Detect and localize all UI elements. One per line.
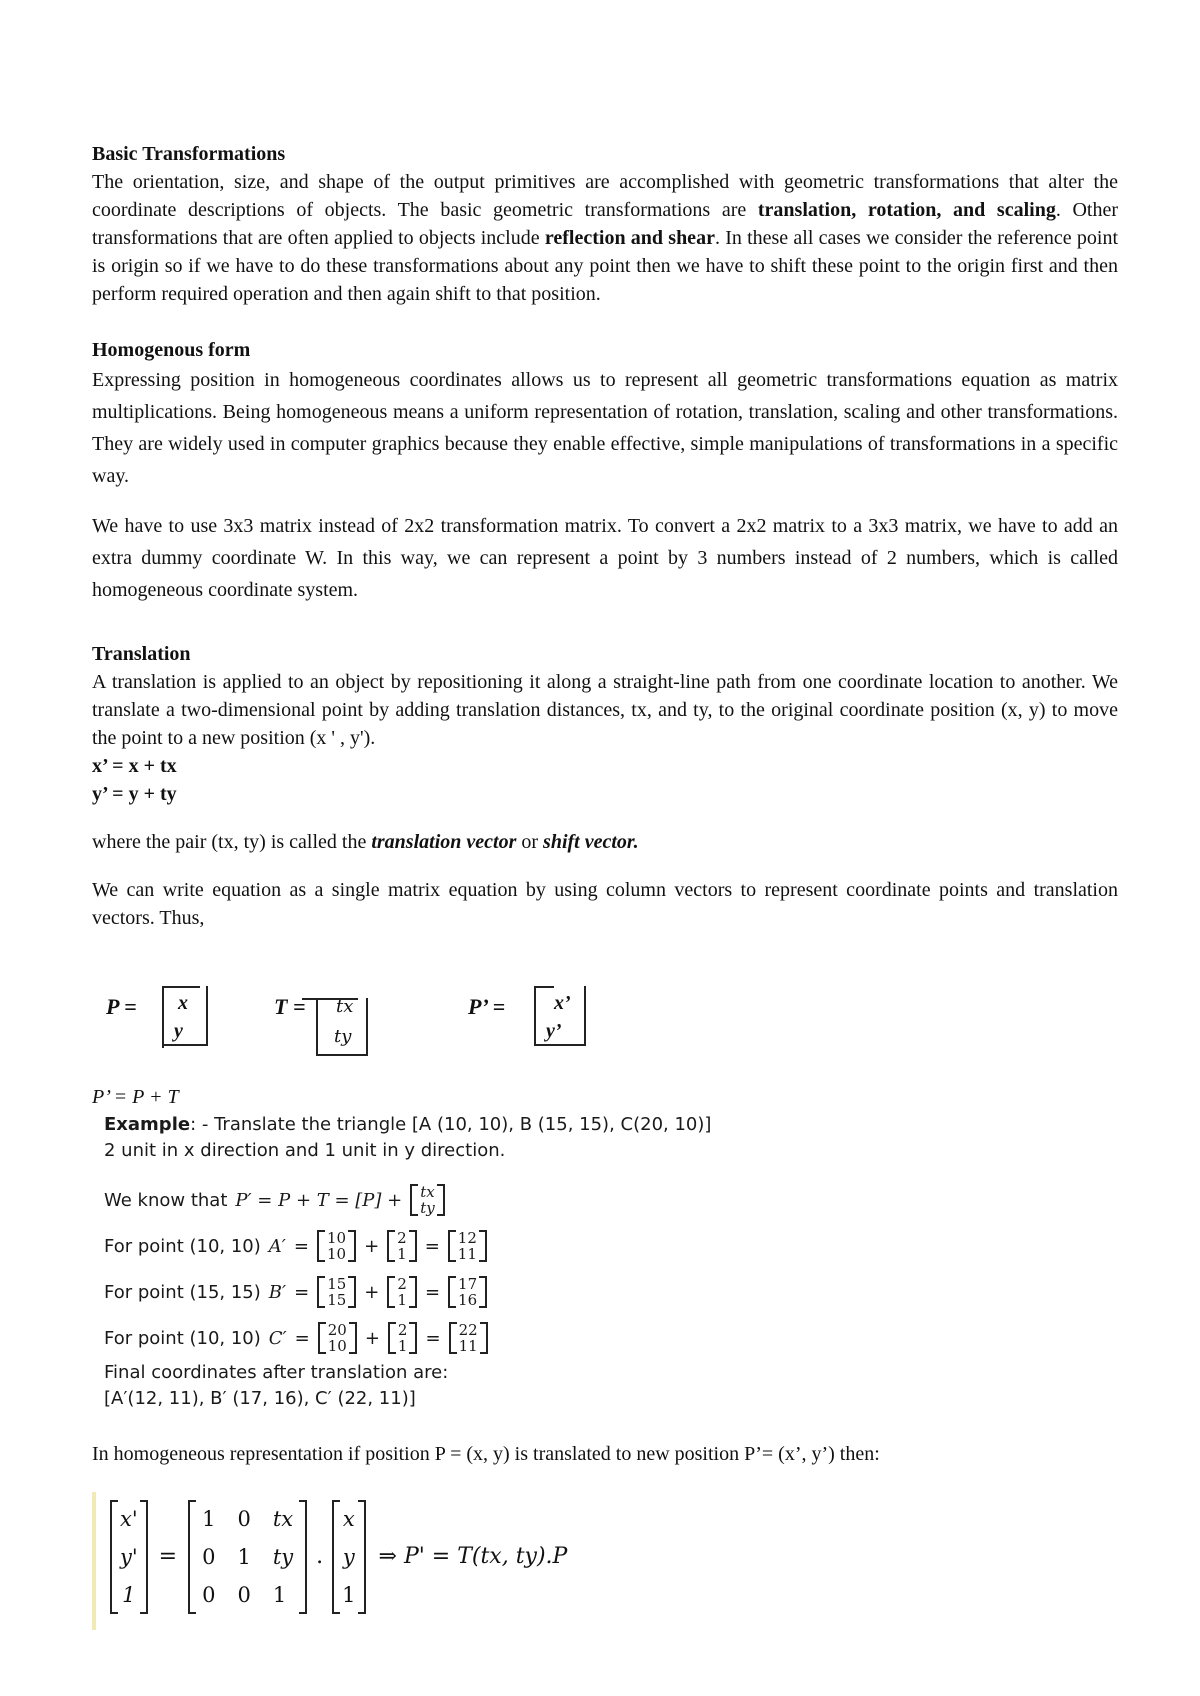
vec-pp-label: P’ = xyxy=(468,994,506,1019)
rhs-x: x xyxy=(342,1507,355,1531)
homog-result: ⇒ P' = T(tx, ty).P xyxy=(378,1544,568,1569)
vector-col xyxy=(325,1276,348,1308)
result-vector xyxy=(449,1322,488,1354)
heading-basic-transformations: Basic Transformations xyxy=(92,143,286,165)
bracket-right xyxy=(358,1500,366,1614)
matrix-row-3 xyxy=(202,1576,293,1614)
vector-col xyxy=(457,1322,480,1354)
vec-p-bottom xyxy=(162,1044,206,1046)
vector-top: 22 xyxy=(458,1321,478,1339)
bracket-right xyxy=(479,1276,487,1308)
translation-vector xyxy=(388,1322,418,1354)
equals-sign: = xyxy=(293,1235,309,1257)
term-shift-vector: shift vector. xyxy=(543,831,639,853)
m20: 0 xyxy=(202,1583,216,1607)
vec-t-ty: ty xyxy=(334,1026,352,1047)
bold-span: reflection and shear xyxy=(544,227,715,249)
heading-homogenous-form: Homogenous form xyxy=(92,339,251,361)
example-label: Example xyxy=(104,1114,191,1135)
bracket-left xyxy=(317,1230,325,1262)
vec-t-bottom xyxy=(316,1054,366,1056)
matrix-body xyxy=(196,1500,299,1614)
point-vector xyxy=(318,1322,357,1354)
vec-p-label: P = xyxy=(106,994,137,1019)
paragraph-homogeneous-representation: In homogeneous representation if position P = (x, y) is translated to new position P’= (x’, y’) then: xyxy=(92,1443,880,1465)
vector-col xyxy=(456,1230,479,1262)
vec-t-label: T = xyxy=(274,994,306,1019)
equation-sum: P’ = P + T xyxy=(92,1086,179,1108)
bold-span: translation, rotation, and scaling xyxy=(757,199,1056,221)
vector-col xyxy=(396,1322,410,1354)
bracket-right xyxy=(437,1184,445,1216)
dot-operator: . xyxy=(316,1544,324,1569)
vector-bottom: 1 xyxy=(397,1291,407,1309)
vector-top: 2 xyxy=(397,1229,407,1247)
m12: ty xyxy=(272,1545,294,1569)
vector-top: 15 xyxy=(327,1275,347,1293)
vec-pp-right-bracket xyxy=(584,986,586,1046)
vector-bottom: 10 xyxy=(326,1245,347,1263)
row-label: For point (10, 10) xyxy=(104,1327,261,1349)
rhs-1: 1 xyxy=(342,1583,356,1607)
bracket-left xyxy=(332,1500,340,1614)
final-line-1: Final coordinates after translation are: xyxy=(104,1362,449,1383)
bracket-left xyxy=(110,1500,118,1614)
vec-p-x: x xyxy=(178,992,188,1014)
know-equation: P′ = P + T = [P] + xyxy=(235,1189,403,1211)
vec-pp-bottom xyxy=(534,1044,584,1046)
bracket-left xyxy=(410,1184,418,1216)
bracket-right xyxy=(140,1500,148,1614)
row-label: For point (15, 15) xyxy=(104,1281,261,1303)
example-line-2: 2 unit in x direction and 1 unit in y direction. xyxy=(104,1140,506,1161)
final-line-2: [A′(12, 11), B′ (17, 16), C′ (22, 11)] xyxy=(104,1388,416,1409)
plus-sign: + xyxy=(364,1281,380,1303)
example-row xyxy=(104,1322,924,1354)
vector-top: 20 xyxy=(327,1321,347,1339)
paragraph-translation-matrix: We can write equation as a single matrix equation by using column vectors to represent coordinate points and translation vectors. Thus, xyxy=(92,879,1118,929)
vec-pp-x: x’ xyxy=(554,992,571,1014)
text-span: or xyxy=(516,831,544,853)
point-vector xyxy=(317,1276,356,1308)
example-row xyxy=(104,1230,924,1262)
equals-sign: = xyxy=(294,1327,310,1349)
vector-bottom: 16 xyxy=(458,1291,478,1309)
bracket-right xyxy=(479,1230,487,1262)
m00: 1 xyxy=(202,1507,216,1531)
section-homogenous xyxy=(92,336,1118,606)
equals-sign: = xyxy=(294,1281,310,1303)
bracket-left xyxy=(388,1322,396,1354)
vec-pp-top xyxy=(534,986,554,988)
know-text: We know that xyxy=(104,1189,228,1211)
row-label: For point (10, 10) xyxy=(104,1235,261,1257)
text-span: The orientation, size, and shape of the output primitives are accomplished with geometric transformations that alter the coordinate descriptions of objects. The basic geometric transformations are xyxy=(92,171,1118,221)
vector-top: 10 xyxy=(326,1229,347,1247)
bracket-right xyxy=(348,1276,356,1308)
bracket-right xyxy=(409,1230,417,1262)
example-block xyxy=(104,1112,924,1412)
vec-t-left-bracket xyxy=(316,998,318,1054)
section-basic xyxy=(92,140,1118,308)
vec-t-right-bracket xyxy=(366,998,368,1056)
bracket-left xyxy=(387,1230,395,1262)
know-ty: ty xyxy=(420,1199,435,1217)
equals-sign: = xyxy=(158,1544,178,1569)
rhs-col xyxy=(340,1500,357,1614)
vec-p-y: y xyxy=(174,1020,183,1042)
vector-bottom: 11 xyxy=(457,1245,477,1263)
vector-bottom: 11 xyxy=(458,1337,478,1355)
vector-col xyxy=(326,1322,349,1354)
result-vector xyxy=(448,1230,487,1262)
bracket-left xyxy=(448,1230,456,1262)
vector-col xyxy=(395,1276,409,1308)
heading-translation: Translation xyxy=(92,643,191,665)
know-vector-col xyxy=(418,1184,437,1216)
m02: tx xyxy=(272,1507,294,1531)
homogeneous-equation xyxy=(92,1492,576,1630)
equals-sign: = xyxy=(424,1281,441,1303)
bracket-right xyxy=(409,1322,417,1354)
vec-pp-y: y’ xyxy=(546,1020,562,1042)
vector-bottom: 10 xyxy=(327,1337,347,1355)
vector-bottom: 15 xyxy=(327,1291,347,1309)
m11: 1 xyxy=(237,1545,251,1569)
example-rows xyxy=(104,1230,924,1354)
lhs-x: x' xyxy=(120,1507,138,1531)
bracket-right xyxy=(409,1276,417,1308)
equals-sign: = xyxy=(424,1235,440,1257)
equals-sign: = xyxy=(425,1327,441,1349)
vec-p-right-bracket xyxy=(206,986,208,1046)
m01: 0 xyxy=(237,1507,251,1531)
equation-y: y’ = y + ty xyxy=(92,783,177,805)
lhs-y: y' xyxy=(120,1545,138,1569)
m22: 1 xyxy=(272,1583,287,1607)
term-translation-vector: translation vector xyxy=(371,831,517,853)
lhs-1: 1 xyxy=(122,1583,136,1607)
text-span: . Other transformations that are often applied to objects include xyxy=(92,199,1119,249)
vector-top: 2 xyxy=(397,1275,407,1293)
row-point-name: A′ xyxy=(268,1235,286,1257)
rhs-y: y xyxy=(342,1545,355,1569)
know-vector xyxy=(410,1184,445,1216)
equation-x: x’ = x + tx xyxy=(92,755,177,777)
paragraph-translation-vector xyxy=(92,828,1118,856)
m21: 0 xyxy=(237,1583,251,1607)
vector-top: 2 xyxy=(397,1321,408,1339)
m10: 0 xyxy=(202,1545,216,1569)
vector-bottom: 1 xyxy=(397,1245,407,1263)
bracket-right xyxy=(349,1322,357,1354)
text-span: . In these all cases we consider the reference point is origin so if we have to do these transformations about any point then we have to shift these point to the origin first and then perform required operation and then again shift to that position. xyxy=(92,227,1119,305)
matrix-row-1 xyxy=(202,1500,293,1538)
row-point-name: B′ xyxy=(268,1281,287,1303)
vector-bottom: 1 xyxy=(397,1337,408,1355)
paragraph-homogenous-2: We have to use 3x3 matrix instead of 2x2 transformation matrix. To convert a 2x2 matrix to a 3x3 matrix, we have to add an extra dummy coordinate W. In this way, we can represent a point by 3 numbers instead of 2 numbers, which is called homogeneous coordinate system. xyxy=(92,515,1118,601)
bracket-left xyxy=(188,1500,196,1614)
translation-vector xyxy=(387,1276,417,1308)
bracket-right xyxy=(480,1322,488,1354)
bracket-right xyxy=(299,1500,307,1614)
vec-p-bracket-line xyxy=(162,986,166,1046)
homog-matrix-row xyxy=(110,1500,567,1614)
result-vector xyxy=(448,1276,487,1308)
paragraph-homogenous-1: Expressing position in homogeneous coordinates allows us to represent all geometric transformations equation as matrix multiplications. Being homogeneous means a uniform representation of rotation, translation, scaling and other transformations. They are widely used in computer graphics because they enable effective, simple manipulations of transformations in a specific way. xyxy=(92,369,1118,487)
vector-top: 12 xyxy=(457,1229,477,1247)
paragraph-translation-1: A translation is applied to an object by repositioning it along a straight-line path from one coordinate location to another. We translate a two-dimensional point by adding translation distances, tx, and ty, to the original coordinate position (x, y) to move the point to a new position (x ' , y'). xyxy=(92,671,1118,749)
bracket-left xyxy=(448,1276,456,1308)
plus-sign: + xyxy=(364,1327,380,1349)
text-span: where the pair (tx, ty) is called the xyxy=(92,831,372,853)
bracket-left xyxy=(318,1322,326,1354)
example-row xyxy=(104,1276,924,1308)
point-vector xyxy=(317,1230,356,1262)
lhs-vector xyxy=(110,1500,148,1614)
section-translation xyxy=(92,640,1118,932)
bracket-left xyxy=(387,1276,395,1308)
lhs-col xyxy=(118,1500,140,1614)
example-text: : - Translate the triangle [A (10, 10), B (15, 15), C(20, 10)] xyxy=(190,1114,712,1135)
vector-col xyxy=(395,1230,409,1262)
vector-col xyxy=(325,1230,348,1262)
translation-vector xyxy=(387,1230,417,1262)
rhs-vector xyxy=(332,1500,365,1614)
paragraph-basic xyxy=(92,168,1118,308)
vector-top: 17 xyxy=(458,1275,478,1293)
translation-matrix xyxy=(188,1500,307,1614)
plus-sign: + xyxy=(364,1235,380,1257)
bracket-left xyxy=(317,1276,325,1308)
vector-col xyxy=(456,1276,479,1308)
know-tx: tx xyxy=(420,1183,435,1201)
vec-t-tx: tx xyxy=(336,996,354,1017)
example-know-row xyxy=(104,1184,924,1216)
row-point-name: C′ xyxy=(268,1327,287,1349)
example-line-1 xyxy=(104,1112,924,1138)
bracket-right xyxy=(348,1230,356,1262)
vector-definitions xyxy=(106,980,706,1070)
matrix-row-2 xyxy=(202,1538,293,1576)
vec-pp-left-bracket xyxy=(534,986,536,1046)
bracket-left xyxy=(449,1322,457,1354)
